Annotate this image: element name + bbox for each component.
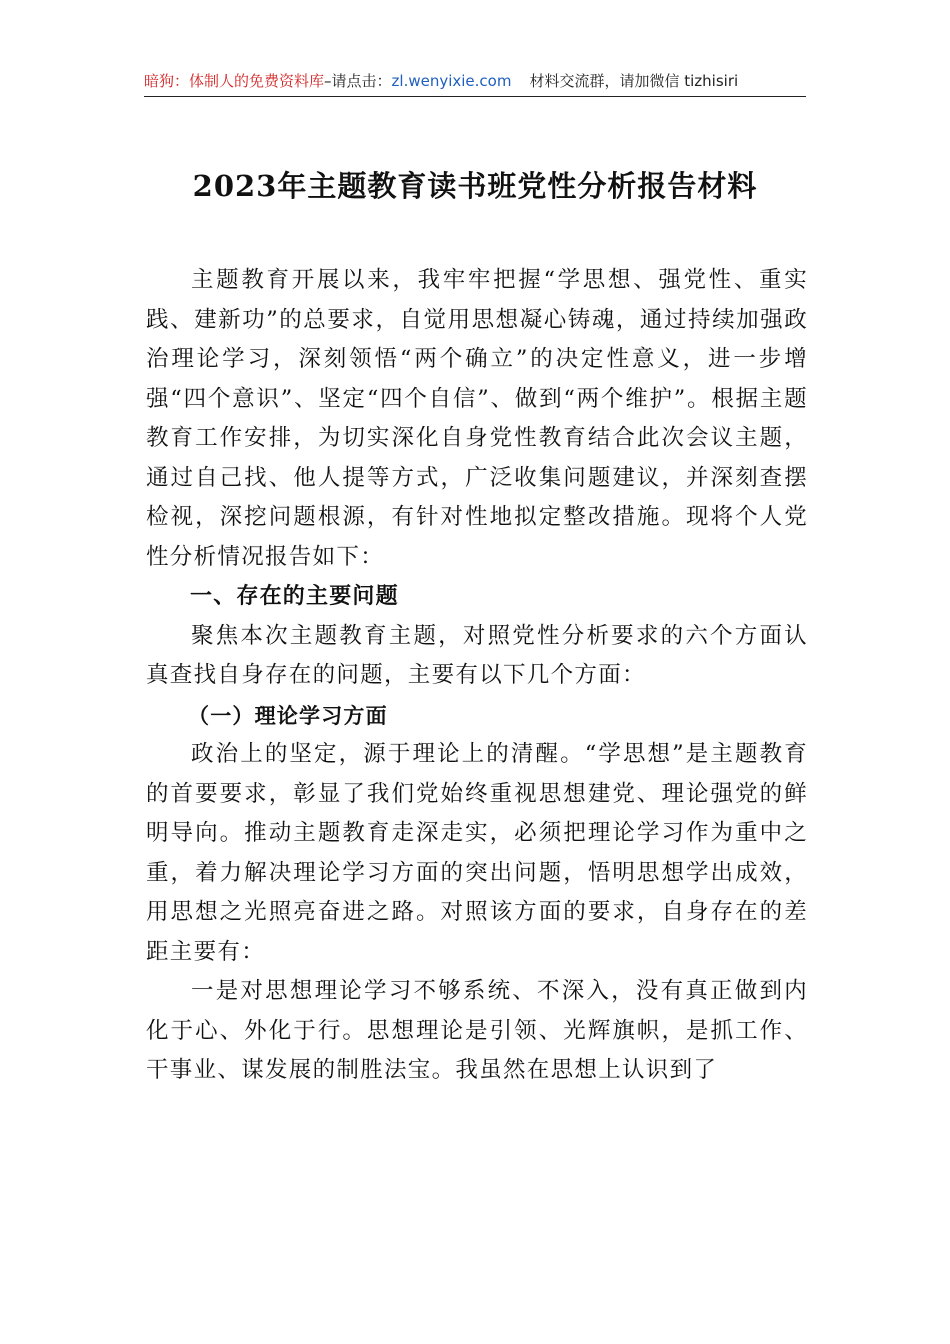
header-prompt: –请点击：	[324, 72, 392, 90]
section-intro-paragraph: 聚焦本次主题教育主题，对照党性分析要求的六个方面认真查找自身存在的问题，主要有以下几个方面：	[146, 622, 808, 688]
point-one-paragraph: 一是对思想理论学习不够系统、不深入，没有真正做到内化于心、外化于行。思想理论是引领、光辉旗帜，是抓工作、干事业、谋发展的制胜法宝。我虽然在思想上认识到了	[146, 978, 808, 1083]
subsection-heading-theory: （一）理论学习方面	[188, 702, 388, 728]
header-link[interactable]: zl.wenyixie.com	[391, 72, 512, 90]
intro-paragraph: 主题教育开展以来，我牢牢把握“学思想、强党性、重实践、建新功”的总要求，自觉用思想凝心铸魂，通过持续加强政治理论学习，深刻领悟“两个确立”的决定性意义，进一步增强“四个意识”、坚定“四个自信”、做到“两个维护”。根据主题教育工作安排，为切实深化自身党性教育结合此次会议主题，通过自己找、他人提等方式，广泛收集问题建议，并深刻查摆检视，深挖问题根源，有针对性地拟定整改措施。现将个人党性分析情况报告如下：	[146, 267, 808, 570]
document-title: 2023年主题教育读书班党性分析报告材料	[192, 169, 758, 203]
page-header	[144, 66, 806, 97]
theory-paragraph: 政治上的坚定，源于理论上的清醒。“学思想”是主题教育的首要要求，彰显了我们党始终重视思想建党、理论强党的鲜明导向。推动主题教育走深走实，必须把理论学习作为重中之重，着力解决理论学习方面的突出问题，悟明思想学出成效，用思想之光照亮奋进之路。对照该方面的要求，自身存在的差距主要有：	[146, 741, 808, 965]
header-brand: 暗狗：体制人的免费资料库	[144, 72, 325, 90]
section-heading-problems: 一、存在的主要问题	[190, 584, 399, 609]
document-body	[146, 261, 808, 1091]
header-contact: 材料交流群，请加微信 tizhisiri	[529, 72, 739, 90]
